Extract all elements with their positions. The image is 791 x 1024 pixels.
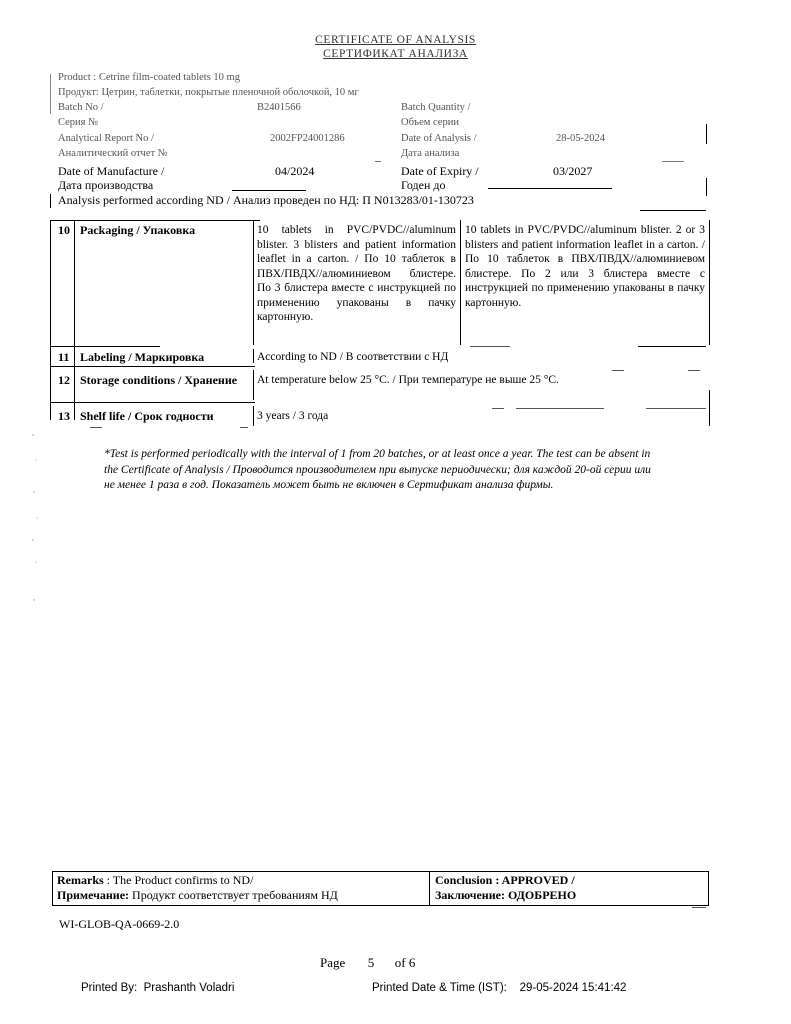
document-title-en: CERTIFICATE OF ANALYSIS	[315, 34, 476, 46]
date-of-analysis-label: Date of Analysis /	[401, 133, 477, 144]
row-11-label: Labeling / Маркировка	[80, 350, 205, 364]
remarks-label-ru: Примечание:	[57, 888, 130, 902]
date-of-analysis-value: 28-05-2024	[556, 133, 605, 144]
batch-qty-ru: Объем серии	[401, 117, 459, 128]
date-manufacture-ru: Дата производства	[58, 178, 154, 192]
row-13-specification: 3 years / 3 года	[257, 410, 329, 422]
page-number: 5	[367, 955, 375, 970]
printed-datetime-label: Printed Date & Time (IST):	[372, 982, 507, 994]
analysis-basis: Analysis performed according ND / Анализ проведен по НД: П N013283/01-130723	[58, 193, 474, 207]
remarks-ru: Продукт соответствует требованиям НД	[129, 888, 338, 902]
product-en: Product : Cetrine film-coated tablets 10 mg	[58, 72, 240, 83]
row-12-specification: At temperature below 25 °C. / При температуре не выше 25 °C.	[257, 374, 559, 386]
conclusion-en: Conclusion : APPROVED /	[435, 873, 575, 887]
analytical-report-value: 2002FP24001286	[270, 133, 345, 144]
printed-by-value: Prashanth Voladri	[143, 982, 235, 994]
footnote: *Test is performed periodically with the interval of 1 from 20 batches, or at least once a year. The test can be absent in the Certificate of Analysis / Проводится производителем при выпуске периодически; для каждой 20-ой серии или не менее 1 раза в год. Показатель может быть не включен в Сертификат анализа фирмы.	[104, 448, 651, 491]
row-13-label: Shelf life / Срок годности	[80, 409, 214, 423]
row-12-number: 12	[58, 373, 70, 387]
date-expiry-label: Date of Expiry /	[401, 164, 479, 178]
row-10-label: Packaging / Упаковка	[80, 223, 196, 237]
date-expiry-value: 03/2027	[553, 164, 593, 178]
document-title-ru: СЕРТИФИКАТ АНАЛИЗА	[323, 48, 468, 60]
row-11-specification: According to ND / В соответствии с НД	[257, 351, 449, 363]
row-11-number: 11	[58, 350, 70, 364]
batch-qty-label: Batch Quantity /	[401, 102, 471, 113]
printed-datetime-value: 29-05-2024 15:41:42	[519, 982, 627, 994]
page-label: Page	[320, 955, 346, 970]
remarks-label-en: Remarks	[57, 873, 104, 887]
remarks-box	[52, 871, 709, 906]
scan-specks	[30, 430, 42, 610]
row-10-result: 10 tablets in PVC/PVDC//aluminum blister. 2 or 3 blisters and patient information leaflet in a carton. / По 10 таблеток в ПВХ/ПВДХ//алюминиевом блистере. По 2 или 3 блистера вместе с инструкцией по применению упакованы в пачку картонную.	[465, 224, 705, 309]
page-indicator	[320, 955, 415, 971]
conclusion-ru: Заключение: ОДОБРЕНО	[435, 888, 577, 902]
date-of-analysis-ru: Дата анализа	[401, 148, 460, 159]
row-12-label: Storage conditions / Хранение	[80, 373, 238, 387]
date-expiry-ru: Годен до	[401, 178, 446, 192]
document-code: WI-GLOB-QA-0669-2.0	[59, 917, 180, 931]
series-label: Серия №	[58, 117, 99, 128]
remarks-text	[57, 873, 338, 903]
batch-no-label: Batch No /	[58, 102, 104, 113]
conclusion	[435, 873, 576, 903]
printed-datetime	[372, 982, 626, 994]
analytical-report-ru: Аналитический отчет №	[58, 148, 168, 159]
printed-by-label: Printed By:	[81, 982, 138, 994]
batch-no-value: B2401566	[257, 102, 301, 113]
product-ru: Продукт: Цетрин, таблетки, покрытые пленочной оболочкой, 10 мг	[58, 87, 359, 98]
analytical-report-label: Analytical Report No /	[58, 133, 154, 144]
row-13-number: 13	[58, 409, 70, 423]
date-manufacture-label: Date of Manufacture /	[58, 164, 165, 178]
remarks-en: : The Product confirms to ND/	[103, 873, 254, 887]
page-total: of 6	[394, 955, 416, 970]
row-10-number: 10	[58, 223, 70, 237]
row-10-specification: 10 tablets in PVC/PVDC//aluminum blister. 3 blisters and patient information leaflet in a carton. / По 10 таблеток в ПВХ/ПВДХ//алюминиевом блистере. По 3 блистера вместе с инструкцией по применению упакованы в пачку картонную.	[257, 224, 456, 323]
printed-by	[81, 982, 234, 994]
date-manufacture-value: 04/2024	[275, 164, 315, 178]
